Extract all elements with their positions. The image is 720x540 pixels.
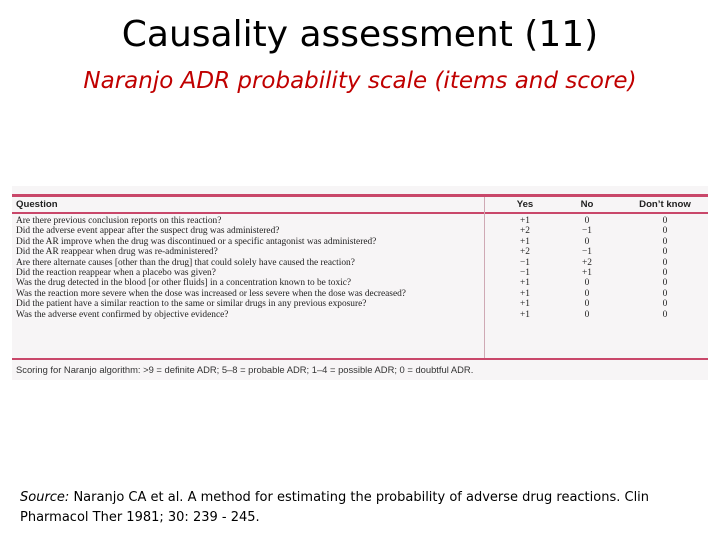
dont-know-cell: 0 xyxy=(662,216,668,226)
dont-know-cell: 0 xyxy=(662,299,668,310)
table-row xyxy=(12,299,708,309)
yes-cell: +1 xyxy=(520,216,530,226)
table-row xyxy=(12,310,708,320)
question-cell: Was the adverse event confirmed by objective evidence? xyxy=(16,309,229,320)
yes-cell: −1 xyxy=(520,267,530,278)
column-header-no: No xyxy=(580,199,594,210)
yes-cell: +1 xyxy=(520,236,530,247)
table-row xyxy=(12,289,708,299)
page-title: Causality assessment (11) xyxy=(121,14,599,55)
dont-know-cell: 0 xyxy=(662,267,668,278)
question-cell: Did the AR reappear when drug was re-administered? xyxy=(16,247,218,258)
no-cell: 0 xyxy=(584,288,590,299)
table-row xyxy=(12,226,708,236)
question-cell: Was the drug detected in the blood [or other fluids] in a concentration known to be toxic? xyxy=(16,278,352,289)
question-cell: Did the AR improve when the drug was discontinued or a specific antagonist was administered? xyxy=(16,236,377,247)
column-header-dont-know: Don’t know xyxy=(639,199,691,210)
yes-cell: +2 xyxy=(520,226,530,237)
no-cell: −1 xyxy=(582,247,592,258)
table-top-rule xyxy=(12,194,708,197)
table-row xyxy=(12,237,708,247)
source-text: Naranjo CA et al. A method for estimating the probability of adverse drug reactions. Clin Pharmacol Ther 1981; 30: 239 - 245. xyxy=(20,490,650,525)
naranjo-table-image xyxy=(12,186,708,380)
scoring-footnote: Scoring for Naranjo algorithm: >9 = definite ADR; 5–8 = probable ADR; 1–4 = possible ADR; 0 = doubtful ADR. xyxy=(16,364,474,375)
yes-cell: +2 xyxy=(520,247,530,258)
table-row xyxy=(12,247,708,257)
no-cell: −1 xyxy=(582,226,592,237)
question-cell: Did the reaction reappear when a placebo was given? xyxy=(16,267,216,278)
no-cell: 0 xyxy=(584,309,590,320)
no-cell: 0 xyxy=(584,216,590,226)
naranjo-table xyxy=(12,198,708,320)
question-cell: Was the reaction more severe when the dose was increased or less severe when the dose was decreased? xyxy=(16,288,406,299)
table-row xyxy=(12,216,708,226)
yes-cell: −1 xyxy=(520,257,530,268)
column-header-yes: Yes xyxy=(516,199,534,210)
yes-cell: +1 xyxy=(520,278,530,289)
dont-know-cell: 0 xyxy=(662,247,668,258)
question-cell: Did the patient have a similar reaction to the same or similar drugs in any previous exposure? xyxy=(16,299,367,310)
page-subtitle: Naranjo ADR probability scale (items and score) xyxy=(83,68,637,94)
question-cell: Did the adverse event appear after the suspect drug was administered? xyxy=(16,226,280,237)
source-citation xyxy=(20,488,700,528)
table-bottom-rule xyxy=(12,358,708,360)
dont-know-cell: 0 xyxy=(662,278,668,289)
column-header-question: Question xyxy=(16,199,58,210)
dont-know-cell: 0 xyxy=(662,236,668,247)
yes-cell: +1 xyxy=(520,309,530,320)
dont-know-cell: 0 xyxy=(662,309,668,320)
no-cell: 0 xyxy=(584,236,590,247)
no-cell: +2 xyxy=(582,257,592,268)
dont-know-cell: 0 xyxy=(662,257,668,268)
no-cell: 0 xyxy=(584,278,590,289)
no-cell: +1 xyxy=(582,267,592,278)
source-label: Source: xyxy=(20,490,70,505)
table-row xyxy=(12,268,708,278)
yes-cell: +1 xyxy=(520,288,530,299)
question-cell: Are there previous conclusion reports on this reaction? xyxy=(16,216,222,226)
yes-cell: +1 xyxy=(520,299,530,310)
dont-know-cell: 0 xyxy=(662,288,668,299)
question-cell: Are there alternate causes [other than the drug] that could solely have caused the reaction? xyxy=(16,257,355,268)
no-cell: 0 xyxy=(584,299,590,310)
table-header-row xyxy=(12,198,708,212)
dont-know-cell: 0 xyxy=(662,226,668,237)
table-row xyxy=(12,278,708,288)
table-row xyxy=(12,258,708,268)
